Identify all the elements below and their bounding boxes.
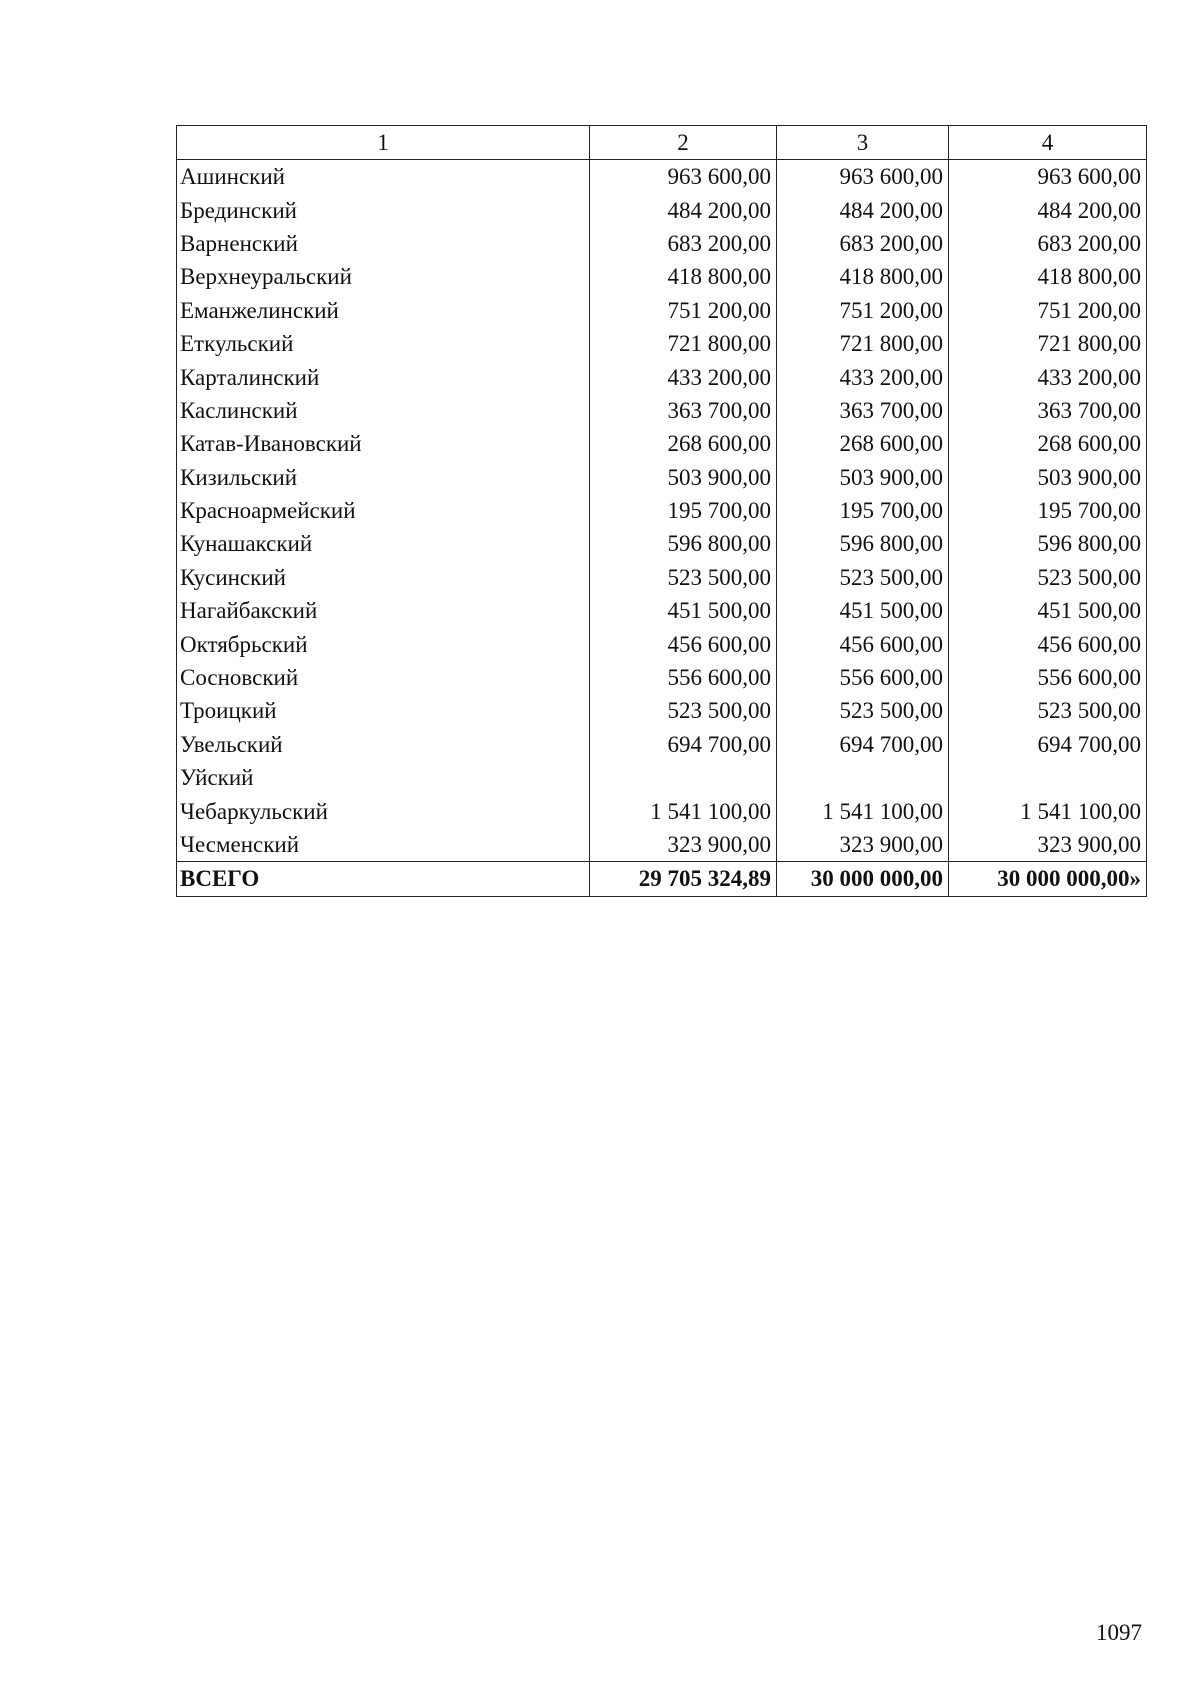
district-name: Красноармейский — [177, 494, 590, 527]
value-col3: 683 200,00 — [777, 227, 949, 260]
value-col2: 683 200,00 — [590, 227, 777, 260]
value-col4: 523 500,00 — [949, 561, 1147, 594]
value-col2: 363 700,00 — [590, 394, 777, 427]
district-name: Кусинский — [177, 561, 590, 594]
value-col4: 323 900,00 — [949, 828, 1147, 862]
table-row — [177, 761, 1147, 794]
value-col4: 683 200,00 — [949, 227, 1147, 260]
value-col4: 268 600,00 — [949, 427, 1147, 460]
value-col3: 694 700,00 — [777, 728, 949, 761]
value-col4: 523 500,00 — [949, 694, 1147, 727]
value-col3: 456 600,00 — [777, 627, 949, 660]
table-row — [177, 694, 1147, 727]
value-col2: 268 600,00 — [590, 427, 777, 460]
table-row — [177, 661, 1147, 694]
value-col4: 503 900,00 — [949, 461, 1147, 494]
value-col2: 195 700,00 — [590, 494, 777, 527]
table-header — [177, 126, 1147, 160]
table-footer — [177, 862, 1147, 896]
value-col3: 1 541 100,00 — [777, 794, 949, 827]
district-name: Ашинский — [177, 160, 590, 194]
table-row — [177, 527, 1147, 560]
district-name: Каслинский — [177, 394, 590, 427]
value-col2: 963 600,00 — [590, 160, 777, 194]
value-col3: 418 800,00 — [777, 260, 949, 293]
total-label: ВСЕГО — [177, 862, 590, 896]
total-row — [177, 862, 1147, 896]
value-col4: 694 700,00 — [949, 728, 1147, 761]
table-row — [177, 561, 1147, 594]
value-col2: 484 200,00 — [590, 193, 777, 226]
district-name: Сосновский — [177, 661, 590, 694]
value-col4: 751 200,00 — [949, 294, 1147, 327]
table-row — [177, 461, 1147, 494]
table-row — [177, 594, 1147, 627]
value-col3 — [777, 761, 949, 794]
value-col2: 596 800,00 — [590, 527, 777, 560]
table-row — [177, 828, 1147, 862]
column-header-2: 2 — [590, 126, 777, 160]
value-col4: 418 800,00 — [949, 260, 1147, 293]
value-col3: 556 600,00 — [777, 661, 949, 694]
value-col3: 433 200,00 — [777, 360, 949, 393]
column-header-4: 4 — [949, 126, 1147, 160]
value-col3: 323 900,00 — [777, 828, 949, 862]
table-row — [177, 260, 1147, 293]
district-name: Нагайбакский — [177, 594, 590, 627]
district-name: Верхнеуральский — [177, 260, 590, 293]
value-col2: 503 900,00 — [590, 461, 777, 494]
value-col2: 323 900,00 — [590, 828, 777, 862]
district-name: Чебаркульский — [177, 794, 590, 827]
value-col4: 363 700,00 — [949, 394, 1147, 427]
value-col4: 433 200,00 — [949, 360, 1147, 393]
value-col2: 523 500,00 — [590, 561, 777, 594]
column-header-1: 1 — [177, 126, 590, 160]
district-name: Чесменский — [177, 828, 590, 862]
value-col3: 451 500,00 — [777, 594, 949, 627]
table-row — [177, 794, 1147, 827]
table-row — [177, 728, 1147, 761]
value-col2: 1 541 100,00 — [590, 794, 777, 827]
value-col4 — [949, 761, 1147, 794]
value-col3: 751 200,00 — [777, 294, 949, 327]
value-col3: 721 800,00 — [777, 327, 949, 360]
page-number: 1097 — [1096, 1620, 1142, 1645]
value-col2: 721 800,00 — [590, 327, 777, 360]
value-col4: 195 700,00 — [949, 494, 1147, 527]
table-row — [177, 394, 1147, 427]
district-name: Брединский — [177, 193, 590, 226]
total-col4: 30 000 000,00» — [949, 862, 1147, 896]
table-row — [177, 227, 1147, 260]
value-col4: 596 800,00 — [949, 527, 1147, 560]
district-name: Кизильский — [177, 461, 590, 494]
value-col3: 596 800,00 — [777, 527, 949, 560]
district-name: Еткульский — [177, 327, 590, 360]
value-col2: 456 600,00 — [590, 627, 777, 660]
value-col2: 433 200,00 — [590, 360, 777, 393]
table-row — [177, 160, 1147, 194]
district-name: Октябрьский — [177, 627, 590, 660]
value-col2: 694 700,00 — [590, 728, 777, 761]
value-col4: 484 200,00 — [949, 193, 1147, 226]
value-col4: 456 600,00 — [949, 627, 1147, 660]
district-name: Кунашакский — [177, 527, 590, 560]
value-col2: 751 200,00 — [590, 294, 777, 327]
header-row — [177, 126, 1147, 160]
table-row — [177, 327, 1147, 360]
value-col3: 363 700,00 — [777, 394, 949, 427]
value-col3: 523 500,00 — [777, 561, 949, 594]
column-header-3: 3 — [777, 126, 949, 160]
table-row — [177, 627, 1147, 660]
district-name: Варненский — [177, 227, 590, 260]
value-col4: 556 600,00 — [949, 661, 1147, 694]
table-row — [177, 294, 1147, 327]
district-name: Карталинский — [177, 360, 590, 393]
value-col4: 1 541 100,00 — [949, 794, 1147, 827]
value-col3: 268 600,00 — [777, 427, 949, 460]
value-col3: 503 900,00 — [777, 461, 949, 494]
value-col2: 523 500,00 — [590, 694, 777, 727]
district-name: Катав-Ивановский — [177, 427, 590, 460]
table-row — [177, 427, 1147, 460]
value-col4: 721 800,00 — [949, 327, 1147, 360]
district-name: Троицкий — [177, 694, 590, 727]
district-name: Уйский — [177, 761, 590, 794]
value-col2: 451 500,00 — [590, 594, 777, 627]
value-col2 — [590, 761, 777, 794]
table-row — [177, 360, 1147, 393]
district-name: Еманжелинский — [177, 294, 590, 327]
value-col3: 523 500,00 — [777, 694, 949, 727]
value-col4: 451 500,00 — [949, 594, 1147, 627]
value-col3: 195 700,00 — [777, 494, 949, 527]
value-col4: 963 600,00 — [949, 160, 1147, 194]
table-row — [177, 193, 1147, 226]
value-col2: 556 600,00 — [590, 661, 777, 694]
total-col3: 30 000 000,00 — [777, 862, 949, 896]
value-col3: 963 600,00 — [777, 160, 949, 194]
table-body — [177, 160, 1147, 862]
budget-table — [176, 125, 1147, 897]
value-col2: 418 800,00 — [590, 260, 777, 293]
table-row — [177, 494, 1147, 527]
total-col2: 29 705 324,89 — [590, 862, 777, 896]
district-name: Увельский — [177, 728, 590, 761]
value-col3: 484 200,00 — [777, 193, 949, 226]
